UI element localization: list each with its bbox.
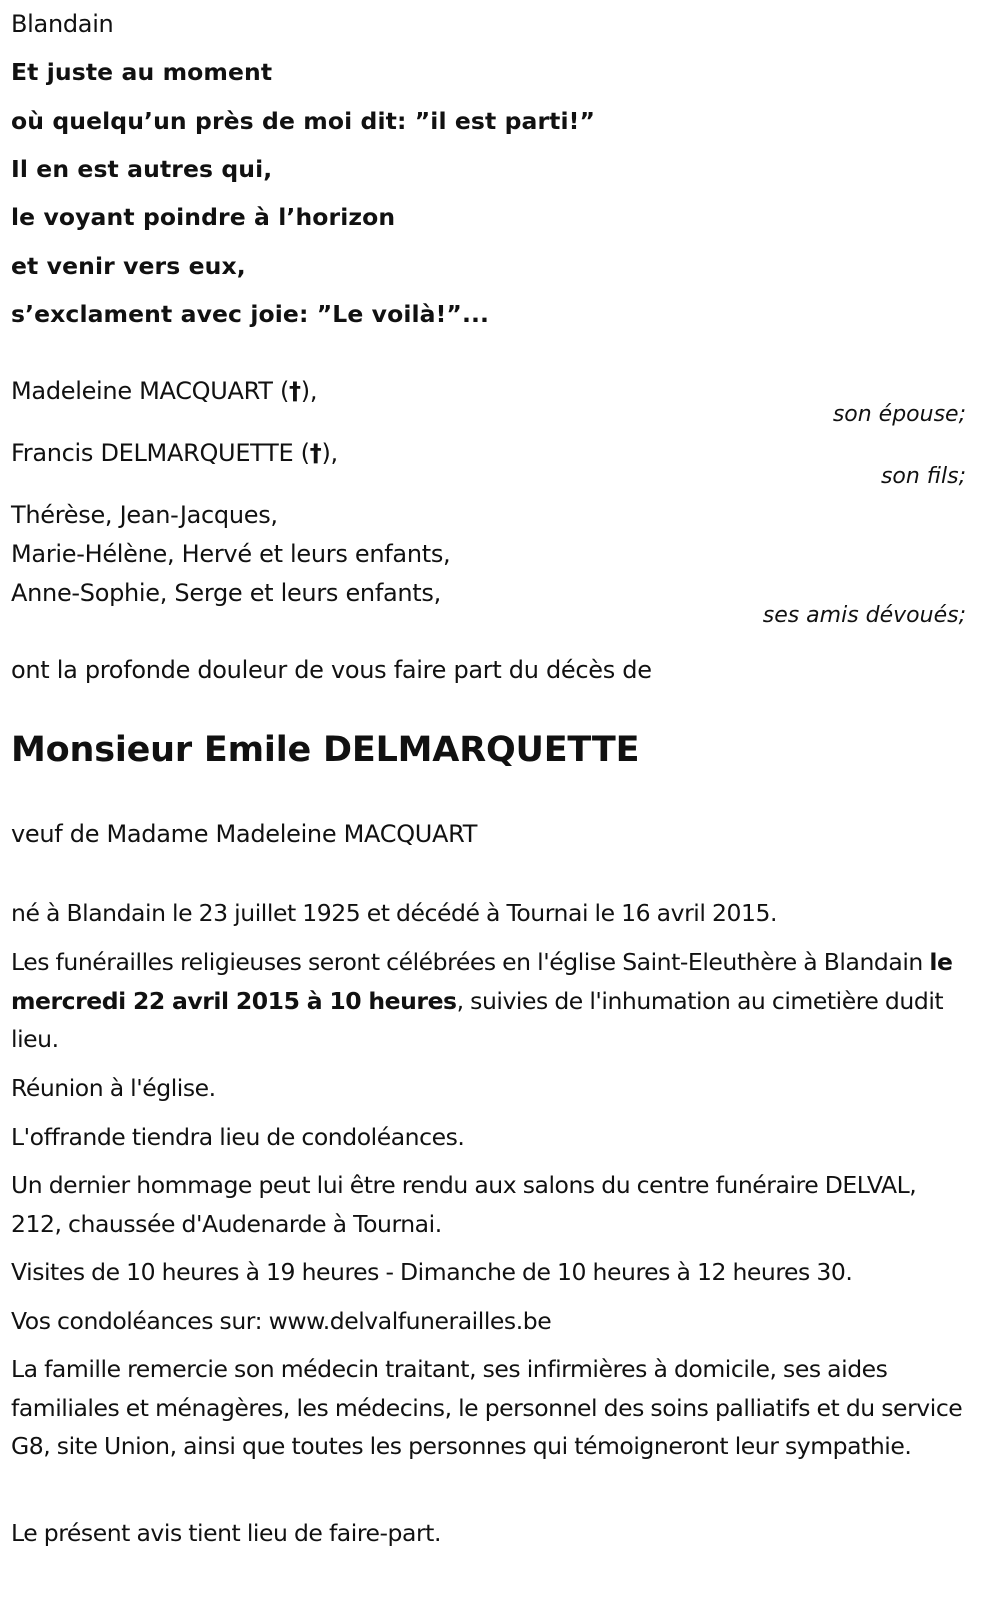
condolences-line xyxy=(11,1302,971,1341)
poem-line: Et juste au moment xyxy=(11,58,273,86)
poem-line: le voyant poindre à l’horizon xyxy=(11,203,396,231)
birth-death-text: né à Blandain le 23 juillet 1925 et décédé à Tournai le 16 avril 2015. xyxy=(11,899,777,927)
town-name: Blandain xyxy=(11,10,114,38)
family-role-spouse: son épouse; xyxy=(832,402,966,427)
meeting-text: Réunion à l'église. xyxy=(11,1074,216,1102)
family-member-name: Madeleine MACQUART ( xyxy=(11,377,290,405)
family-member-son: Francis DELMARQUETTE (†), xyxy=(11,439,338,467)
tribute-text: Un dernier hommage peut lui être rendu aux salons du centre funéraire DELVAL, 212, chaussée d'Audenarde à Tournai. xyxy=(11,1171,917,1238)
closing-text: Le présent avis tient lieu de faire-part. xyxy=(11,1519,441,1547)
announcement-text: ont la profonde douleur de vous faire part du décès de xyxy=(11,656,652,684)
poem-line: Il en est autres qui, xyxy=(11,155,273,183)
poem-line: s’exclament avec joie: ”Le voilà!”... xyxy=(11,300,490,328)
funeral-date: le mercredi 22 avril 2015 à 10 heures xyxy=(11,948,953,1015)
visits-text: Visites de 10 heures à 19 heures - Dimanche de 10 heures à 12 heures 30. xyxy=(11,1258,853,1286)
cross-icon: † xyxy=(289,377,301,405)
widower-of-text: veuf de Madame Madeleine MACQUART xyxy=(11,820,478,848)
poem-line: et venir vers eux, xyxy=(11,252,246,280)
offering-text: L'offrande tiendra lieu de condoléances. xyxy=(11,1123,465,1151)
poem-line: où quelqu’un près de moi dit: ”il est parti!” xyxy=(11,107,596,135)
funeral-details: Les funérailles religieuses seront célébrées en l'église Saint-Eleuthère à Blandain le mercredi 22 avril 2015 à 10 heures, suivies de l'inhumation au cimetière dudit lieu. xyxy=(11,948,953,1053)
cross-icon: † xyxy=(309,439,322,467)
condolences-label: Vos condoléances sur: xyxy=(11,1307,269,1335)
family-role-son: son fils; xyxy=(880,464,966,489)
family-member-spouse: Madeleine MACQUART (†), xyxy=(11,377,318,405)
condolences-link[interactable]: www.delvalfunerailles.be xyxy=(268,1307,552,1335)
family-member-friends: Anne-Sophie, Serge et leurs enfants, xyxy=(11,579,441,607)
family-member-name: Francis DELMARQUETTE ( xyxy=(11,439,310,467)
family-member-friends: Marie-Hélène, Hervé et leurs enfants, xyxy=(11,540,451,568)
deceased-name: Monsieur Emile DELMARQUETTE xyxy=(11,730,640,770)
family-role-friends: ses amis dévoués; xyxy=(762,603,966,628)
thanks-text: La famille remercie son médecin traitant, ses infirmières à domicile, ses aides familiales et ménagères, les médecins, le personnel des soins palliatifs et du service G8, site Union, ainsi que toutes les personnes qui témoigneront leur sympathie. xyxy=(11,1355,963,1460)
family-member-friends: Thérèse, Jean-Jacques, xyxy=(11,501,278,529)
